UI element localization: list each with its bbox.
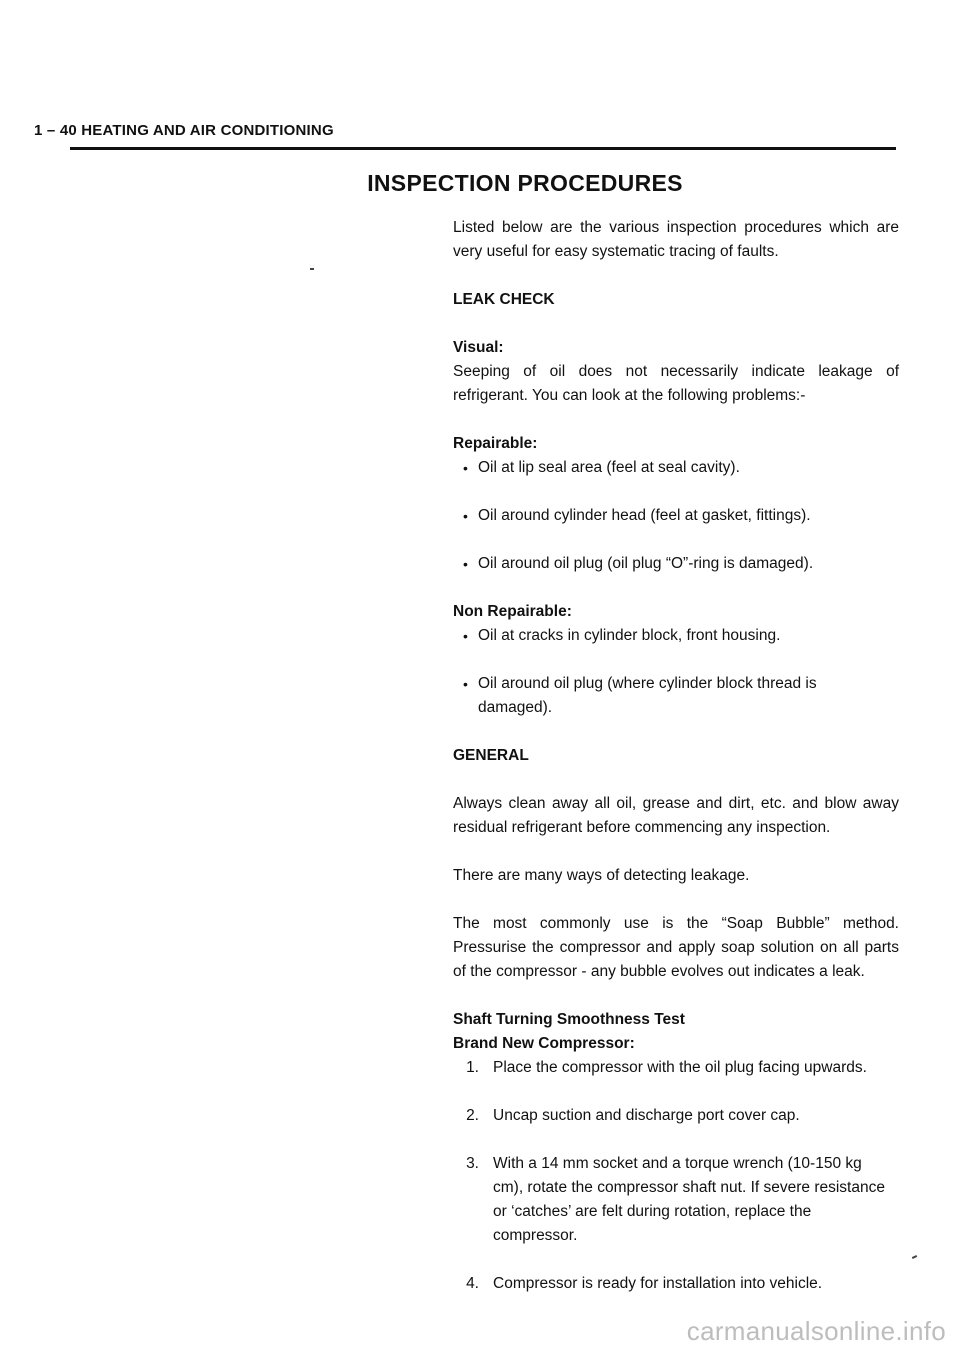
header-rule [70,147,896,150]
list-item: • Oil at cracks in cylinder block, front housing. [453,624,899,648]
step-number: 4. [466,1275,479,1292]
visual-heading: Visual: [453,339,504,356]
intro-paragraph: Listed below are the various inspection procedures which are very useful for easy systematic tracing of faults. [453,219,899,260]
shaft-test-heading: Shaft Turning Smoothness Test [453,1011,685,1028]
list-item: • Oil around cylinder head (feel at gasket, fittings). [453,504,899,528]
step-number: 3. [466,1155,479,1172]
step-text: With a 14 mm socket and a torque wrench (10-150 kg cm), rotate the compressor shaft nut. If severe resistance or ‘catches’ are felt during rotation, replace the compressor. [493,1155,885,1244]
general-heading: GENERAL [453,747,529,764]
brand-new-compressor-heading: Brand New Compressor: [453,1035,635,1052]
list-item [453,1272,899,1296]
list-item [453,1056,899,1080]
scan-mark [912,1255,917,1259]
repairable-list [453,456,899,576]
general-paragraph: There are many ways of detecting leakage. [453,867,750,884]
list-item [453,1104,899,1128]
repairable-heading: Repairable: [453,435,538,452]
leak-check-heading: LEAK CHECK [453,291,555,308]
page-title: INSPECTION PROCEDURES [367,170,683,196]
list-item: • Oil around oil plug (where cylinder block thread is damaged). [453,672,899,720]
scan-mark [310,268,314,270]
general-paragraph: Always clean away all oil, grease and dirt, etc. and blow away residual refrigerant before commencing any inspection. [453,795,899,836]
list-item [453,1152,899,1248]
shaft-test-steps [453,1056,899,1296]
step-text: Place the compressor with the oil plug facing upwards. [493,1059,867,1076]
step-number: 1. [466,1059,479,1076]
visual-paragraph: Seeping of oil does not necessarily indicate leakage of refrigerant. You can look at the following problems:- [453,363,899,404]
watermark: carmanualsonline.info [686,1316,946,1346]
general-paragraph: The most commonly use is the “Soap Bubble” method. Pressurise the compressor and apply soap solution on all parts of the compressor - any bubble evolves out indicates a leak. [453,915,899,980]
list-item: • Oil at lip seal area (feel at seal cavity). [453,456,899,480]
step-text: Compressor is ready for installation into vehicle. [493,1275,823,1292]
step-number: 2. [466,1107,479,1124]
list-item: • Oil around oil plug (oil plug “O”-ring is damaged). [453,552,899,576]
page-header: 1 – 40 HEATING AND AIR CONDITIONING [34,122,334,139]
content-column [453,216,899,1296]
non-repairable-list [453,624,899,720]
non-repairable-heading: Non Repairable: [453,603,572,620]
step-text: Uncap suction and discharge port cover cap. [493,1107,800,1124]
